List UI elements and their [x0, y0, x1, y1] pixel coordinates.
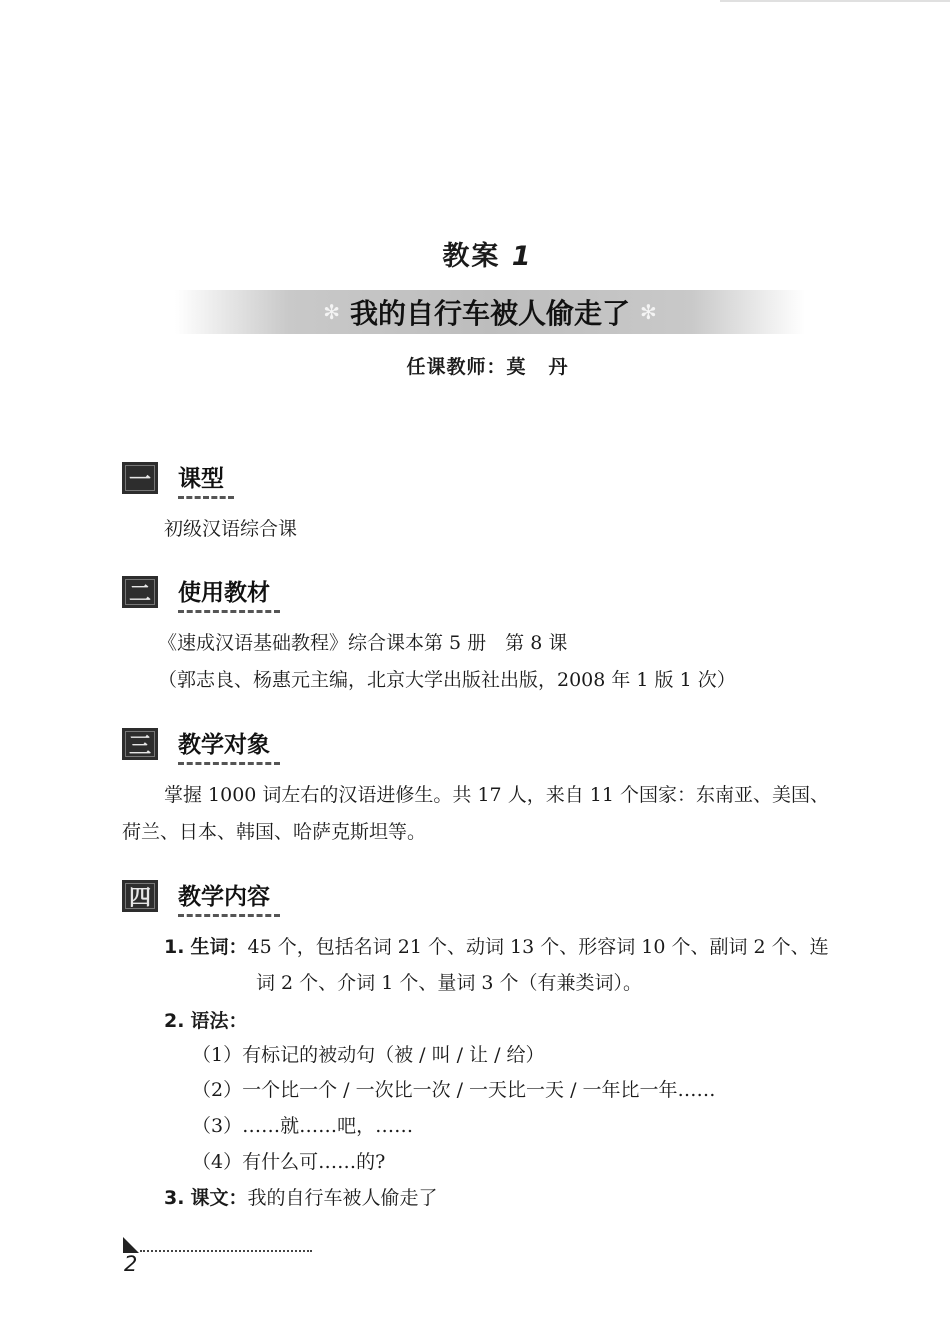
footer-dotted-rule: [140, 1250, 312, 1252]
body-text: （郭志良、杨惠元主编，北京大学出版社出版，2008 年 1 版 1 次）: [158, 669, 736, 691]
grammar-point: （3）……就……吧，……: [192, 1115, 414, 1137]
list-item: [164, 1006, 248, 1033]
section-title: 使用教材: [178, 574, 280, 613]
section-number-badge: 四: [122, 880, 158, 912]
flower-ornament-icon: ✻: [640, 300, 657, 324]
grammar-point: （2）一个比一个 / 一次比一次 / 一天比一天 / 一年比一年……: [192, 1079, 716, 1101]
section-number-badge: 一: [122, 462, 158, 494]
list-item: [164, 932, 829, 959]
body-text: 荷兰、日本、韩国、哈萨克斯坦等。: [122, 821, 427, 843]
section-number-badge: 三: [122, 728, 158, 760]
page-number: 2: [124, 1252, 138, 1276]
teacher-line: [0, 352, 950, 379]
item-label: 语法：: [190, 1010, 248, 1032]
case-number: 1: [511, 241, 533, 272]
item-label: 生词：: [190, 936, 248, 958]
item-number: 2.: [164, 1010, 185, 1032]
item-text: 我的自行车被人偷走了: [247, 1187, 438, 1209]
item-number: 3.: [164, 1187, 185, 1209]
section-title: 课型: [178, 460, 234, 499]
section-title: 教学对象: [178, 726, 280, 765]
case-heading: [0, 234, 950, 273]
teacher-label: 任课教师：: [406, 356, 507, 378]
body-text: 初级汉语综合课: [164, 518, 298, 540]
lesson-title: 我的自行车被人偷走了: [349, 297, 630, 330]
body-text: 《速成汉语基础教程》综合课本第 5 册 第 8 课: [158, 632, 568, 654]
grammar-point: （4）有什么可……的?: [192, 1151, 386, 1173]
grammar-point: （1）有标记的被动句（被 / 叫 / 让 / 给）: [192, 1044, 545, 1066]
item-text: 45 个，包括名词 21 个、动词 13 个、形容词 10 个、副词 2 个、连: [247, 936, 829, 958]
item-label: 课文：: [190, 1187, 248, 1209]
section-number-badge: 二: [122, 576, 158, 608]
corner-triangle-icon: [123, 1237, 139, 1253]
top-edge-rule: [720, 0, 950, 2]
teacher-name-part: 莫: [506, 356, 527, 378]
lesson-title-banner: [175, 290, 805, 334]
list-item: [164, 1183, 438, 1210]
case-label: 教案: [442, 241, 501, 272]
section-title: 教学内容: [178, 878, 280, 917]
body-text: 掌握 1000 词左右的汉语进修生。共 17 人，来自 11 个国家：东南亚、美国、: [164, 784, 829, 806]
item-text-continued: 词 2 个、介词 1 个、量词 3 个（有兼类词）。: [256, 972, 643, 994]
teacher-name-part: 丹: [548, 356, 569, 378]
flower-ornament-icon: ✻: [323, 300, 340, 324]
item-number: 1.: [164, 936, 185, 958]
